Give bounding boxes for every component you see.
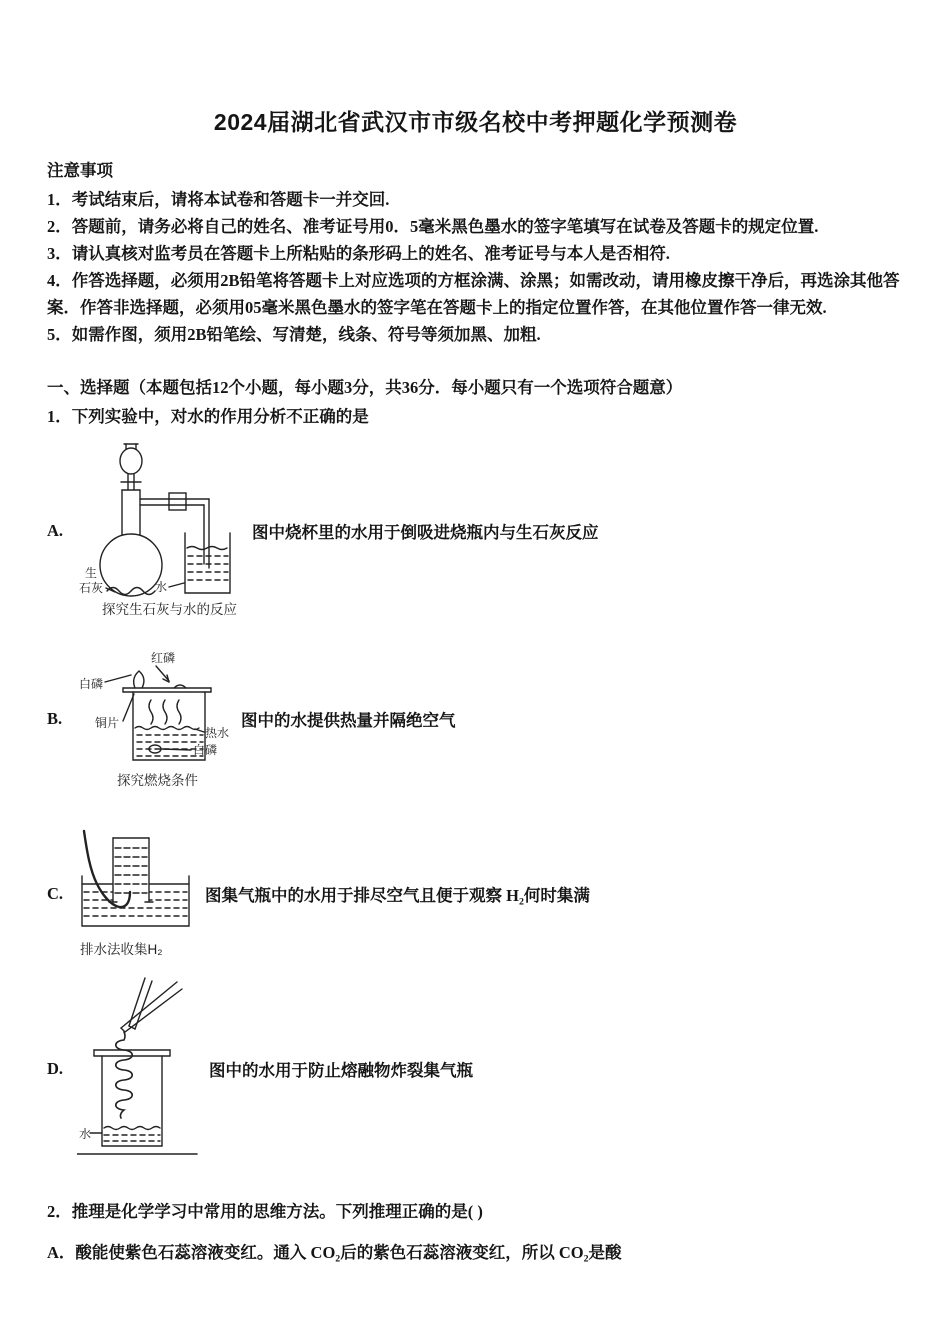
notice-item-5: 5．如需作图，须用2B铅笔绘、写清楚，线条、符号等须加黑、加粗. [47,325,541,344]
label-quicklime-line1: 生 [85,566,98,580]
notice-item-3: 3．请认真核对监考员在答题卡上所粘贴的条形码上的姓名、准考证号与本人是否相符. [47,244,670,263]
diagram-b-caption: 探究燃烧条件 [117,773,198,788]
crucible-tongs-icon [121,978,182,1032]
option-c-label: C. [47,884,64,903]
option-c-figure [77,826,195,962]
diagram-water-displacement [77,826,195,962]
q1-option-c [47,826,904,962]
leader-white-phosphorus-top [105,675,131,682]
water-surface [135,727,199,730]
option-a-label: A. [47,521,64,540]
notice-header: 注意事项 [47,161,113,180]
option-b-label: B. [47,709,63,728]
steam-line [149,700,153,724]
spiral-wire-icon [116,1032,133,1118]
water-surface [187,547,227,550]
beaker-icon [185,533,230,593]
question2-stem: 2．推理是化学学习中常用的思维方法。下列推理正确的是( ) [47,1202,483,1221]
notice-item-4: 4．作答选择题，必须用2B铅笔将答题卡上对应选项的方框涂满、涂黑；如需改动，请用橡皮擦干净后，再选涂其他答案．作答非选择题，必须用05毫米黑色墨水的签字笔在答题卡上的指定位置作答，在其他位置作答一律无效. [47,271,900,317]
question1-stem: 1．下列实验中，对水的作用分析不正确的是 [47,407,369,426]
q1-option-a [47,440,904,622]
option-d-figure [77,976,199,1162]
q1-option-b [47,648,904,790]
diagram-a-caption: 探究生石灰与水的反应 [102,602,237,617]
option-d-label: D. [47,1059,64,1078]
gas-bottle-icon [94,1050,170,1146]
leader-white-phosphorus-bottom [162,749,191,750]
option-c-text: 图集气瓶中的水用于排尽空气且便于观察 H₂何时集满 [205,886,590,905]
round-flask-icon [100,490,162,596]
section1-header: 一、选择题（本题包括12个小题，每小题3分，共36分．每小题只有一个选项符合题意） [47,378,683,397]
label-water: 水 [155,580,168,594]
water-surface [104,1127,160,1130]
arrow-to-red-phosphorus [156,666,169,682]
label-hot-water: 热水 [205,726,230,740]
flame-icon [134,671,144,688]
label-white-phosphorus-bottom: 白磷 [193,743,218,757]
notice-section [47,157,904,348]
label-quicklime-line2: 石灰 [79,581,104,595]
diagram-c-caption: 排水法收集H₂ [80,942,163,957]
paper-title: 2024届湖北省武汉市市级名校中考押题化学预测卷 [213,109,738,135]
diagram-combustion-conditions [77,648,231,790]
steam-line [163,700,167,724]
label-white-phosphorus-top: 白磷 [79,677,104,691]
label-water: 水 [79,1127,92,1141]
notice-item-2: 2．答题前，请务必将自己的姓名、准考证号用0．5毫米黑色墨水的签字笔填写在试卷及答题卡的规定位置. [47,217,819,236]
q1-option-d [47,976,904,1162]
copper-sheet-icon [123,685,211,692]
leader-hot-water [195,729,204,732]
delivery-tube-icon [140,493,209,568]
option-a-figure [77,440,242,622]
question2-option-a: A．酸能使紫色石蕊溶液变红。通入 CO₂后的紫色石蕊溶液变红，所以 CO₂是酸 [47,1243,622,1262]
option-b-figure [77,648,231,790]
label-leader-lines [106,583,184,592]
option-b-text: 图中的水提供热量并隔绝空气 [241,711,456,730]
label-copper-sheet: 铜片 [95,716,120,730]
label-red-phosphorus: 红磷 [151,651,176,665]
separating-funnel-icon [120,444,142,490]
option-a-text: 图中烧杯里的水用于倒吸进烧瓶内与生石灰反应 [252,523,599,542]
diagram-iron-combustion-bottle [77,976,199,1162]
steam-line [177,700,181,724]
diagram-quicklime-water [77,440,242,622]
option-d-text: 图中的水用于防止熔融物炸裂集气瓶 [209,1061,473,1080]
notice-item-1: 1．考试结束后，请将本试卷和答题卡一并交回. [47,190,390,209]
